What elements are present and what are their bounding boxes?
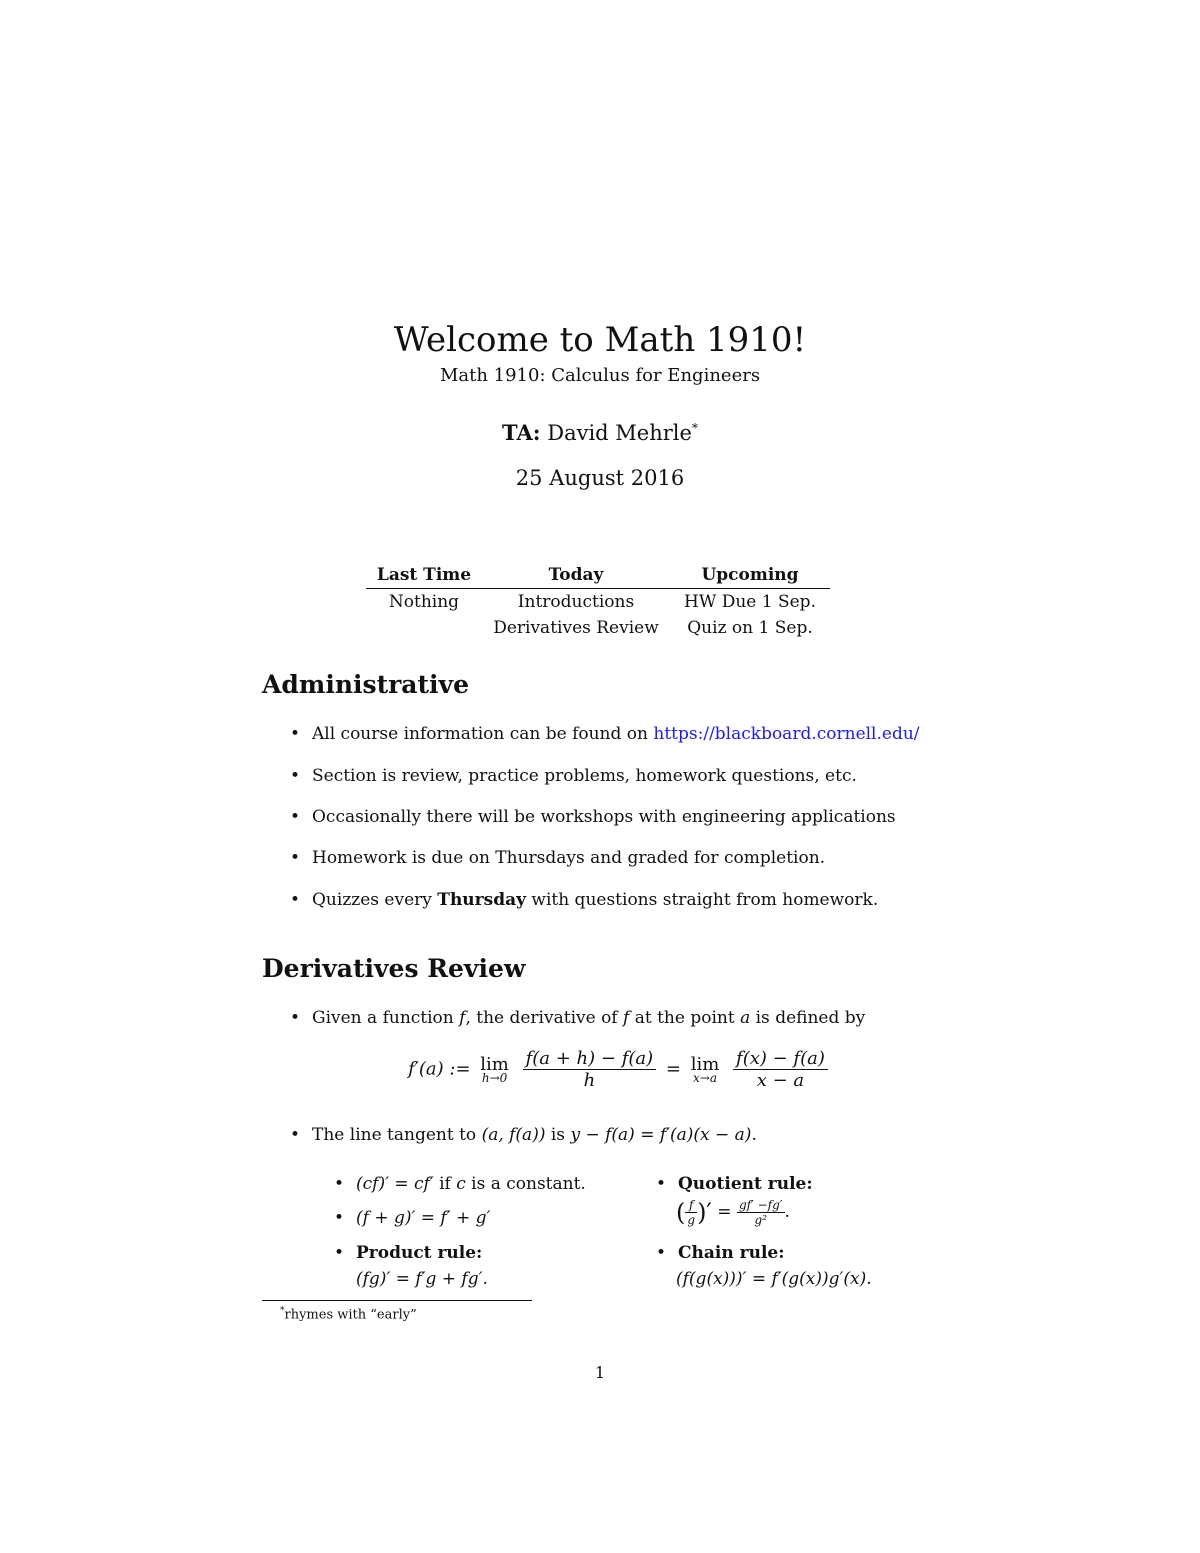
section-heading-derivatives-review: Derivatives Review [262, 954, 526, 983]
rule-label: Product rule: [356, 1243, 483, 1263]
paren: ( [676, 1198, 686, 1227]
table-cell: Quiz on 1 Sep. [687, 618, 813, 638]
fraction-numerator: f(a + h) − f(a) [523, 1048, 657, 1070]
date: 25 August 2016 [515, 466, 685, 490]
table-cell: Derivatives Review [493, 618, 659, 638]
fraction [733, 1048, 828, 1091]
table-row [366, 589, 830, 615]
table-cell: HW Due 1 Sep. [684, 592, 816, 612]
limit-op: lim [690, 1054, 720, 1075]
list-item [334, 1208, 490, 1228]
fraction [523, 1048, 657, 1091]
schedule-table [366, 562, 830, 641]
equals-sign: = [665, 1058, 681, 1080]
table-cell: Introductions [517, 592, 635, 612]
math-expression: y − f(a) = f′(a)(x − a) [570, 1125, 752, 1145]
quotient-rule-formula [676, 1198, 790, 1227]
math-var: a [740, 1008, 751, 1028]
schedule-header-last-time: Last Time [376, 565, 472, 585]
math-expression: (cf)′ = cf′ [356, 1174, 434, 1194]
limit-sub: x→a [693, 1071, 717, 1085]
bullet-icon: • [656, 1243, 667, 1263]
fraction-denominator: g [687, 1213, 696, 1227]
limit [691, 1054, 720, 1085]
list-item [656, 1243, 785, 1263]
footnote [280, 1306, 417, 1322]
math-var: f [623, 1008, 630, 1028]
list-item [290, 890, 878, 910]
rule-label: Chain rule: [678, 1243, 785, 1263]
fraction-denominator: g² [754, 1213, 767, 1227]
page-title: Welcome to Math 1910! [393, 320, 807, 360]
list-item-text: if [433, 1174, 457, 1194]
math-expression: (a, f(a)) [481, 1125, 546, 1145]
math-var: c [456, 1174, 466, 1194]
schedule-header-row [366, 562, 830, 589]
bullet-icon: • [290, 766, 301, 786]
fraction-denominator: x − a [756, 1070, 805, 1091]
derivative-definition-equation [0, 1048, 1200, 1091]
list-item-text: Section is review, practice problems, homework questions, etc. [312, 766, 857, 786]
list-item-text: at the point [629, 1008, 741, 1028]
list-item-text: with questions straight from homework. [525, 890, 879, 910]
bullet-icon: • [290, 724, 301, 744]
list-item-text: is defined by [750, 1008, 866, 1028]
eq-lhs: f′(a) := [408, 1058, 471, 1080]
list-item-text: . [751, 1125, 757, 1145]
fraction-numerator: gf′ −fg′ [738, 1198, 783, 1212]
schedule-header-upcoming: Upcoming [701, 565, 799, 585]
list-item-text: Occasionally there will be workshops with engineering applications [312, 807, 896, 827]
table-cell: Nothing [388, 592, 460, 612]
list-item [290, 1125, 757, 1145]
course-subtitle: Math 1910: Calculus for Engineers [439, 365, 761, 386]
math-expression: (f + g)′ = f′ + g′ [356, 1208, 491, 1228]
rule-label: Quotient rule: [678, 1174, 813, 1194]
list-item-text: is a constant. [465, 1174, 586, 1194]
list-item-text: Homework is due on Thursdays and graded for completion. [312, 848, 826, 868]
paren: )′ [697, 1198, 712, 1227]
bullet-icon: • [334, 1208, 345, 1228]
list-item [290, 724, 920, 744]
limit [480, 1054, 509, 1085]
bullet-icon: • [290, 848, 301, 868]
ta-label: TA: [502, 420, 541, 445]
bullet-icon: • [290, 807, 301, 827]
bullet-icon: • [290, 890, 301, 910]
limit-op: lim [480, 1054, 509, 1075]
bullet-icon: • [334, 1243, 345, 1263]
list-item [290, 1008, 865, 1028]
product-rule-formula [356, 1269, 488, 1289]
limit-sub: h→0 [481, 1071, 508, 1085]
list-item-text: All course information can be found on [312, 724, 654, 744]
period: . [784, 1202, 790, 1222]
list-item [290, 848, 825, 868]
footnote-marker: * [691, 421, 698, 435]
bullet-icon: • [334, 1174, 345, 1194]
fraction [685, 1198, 697, 1227]
emphasis-thursday: Thursday [437, 890, 526, 910]
list-item [290, 766, 857, 786]
math-expression: (f(g(x)))′ = f′(g(x))g′(x). [676, 1269, 872, 1289]
footnote-marker: * [280, 1306, 285, 1316]
schedule-header-today: Today [548, 565, 604, 585]
fraction [737, 1198, 785, 1227]
ta-line [0, 420, 1200, 445]
table-cell [366, 615, 482, 641]
list-item [656, 1174, 813, 1194]
fraction-denominator: h [583, 1070, 596, 1091]
table-row [366, 615, 830, 641]
chain-rule-formula [676, 1269, 872, 1289]
bullet-icon: • [290, 1125, 301, 1145]
math-var: f [459, 1008, 466, 1028]
list-item-text: Given a function [312, 1008, 460, 1028]
math-expression: (fg)′ = f′g + fg′. [356, 1269, 488, 1289]
bullet-icon: • [656, 1174, 667, 1194]
footnote-text: rhymes with “early” [284, 1307, 417, 1323]
blackboard-link[interactable]: https://blackboard.cornell.edu/ [653, 724, 920, 744]
page-number: 1 [594, 1363, 606, 1382]
list-item-text: is [545, 1125, 571, 1145]
fraction-numerator: f(x) − f(a) [733, 1048, 828, 1070]
list-item-text: The line tangent to [312, 1125, 482, 1145]
list-item [290, 807, 896, 827]
bullet-icon: • [290, 1008, 301, 1028]
section-heading-administrative: Administrative [262, 670, 469, 699]
fraction-numerator: f [685, 1198, 697, 1213]
list-item [334, 1243, 482, 1263]
equals-sign: = [711, 1202, 737, 1222]
list-item-text: Quizzes every [312, 890, 438, 910]
list-item-text: , the derivative of [465, 1008, 624, 1028]
list-item [334, 1174, 586, 1194]
footnote-divider [262, 1300, 532, 1301]
ta-name: David Mehrle [547, 421, 692, 445]
